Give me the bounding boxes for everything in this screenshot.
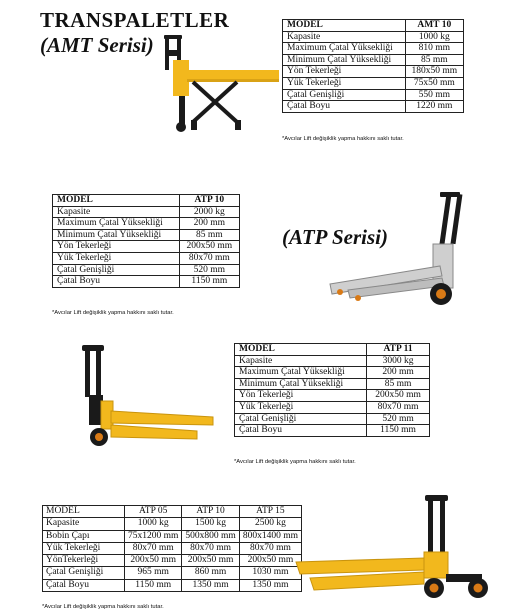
model-name: AMT 10: [405, 20, 463, 32]
row-label: Çatal Genişliği: [43, 567, 125, 579]
table-row: [43, 506, 302, 518]
row-value: 200 mm: [367, 367, 430, 379]
row-value: 200x50 mm: [179, 241, 239, 253]
table-row: [283, 54, 464, 66]
table-row: [53, 218, 240, 230]
table-row: [235, 413, 430, 425]
row-value: 1350 mm: [182, 579, 239, 591]
row-value: 520 mm: [367, 413, 430, 425]
model-header: MODEL: [235, 344, 367, 356]
row-label: Kapasite: [53, 206, 180, 218]
amt10-disclaimer: *Avcılar Lift değişiklik yapma hakkını saklı tutar.: [282, 136, 404, 142]
row-label: Kapasite: [283, 31, 406, 43]
row-label: Maximum Çatal Yüksekliği: [53, 218, 180, 230]
row-value: 1500 kg: [182, 518, 239, 530]
row-label: Çatal Genişliği: [283, 89, 406, 101]
table-row: [283, 77, 464, 89]
atp-multi-spec-table: [42, 505, 302, 592]
atp-yellow-truck-image: [63, 343, 213, 455]
row-value: 3000 kg: [367, 355, 430, 367]
table-row: [283, 43, 464, 55]
model-name: ATP 05: [125, 506, 182, 518]
table-row: [53, 229, 240, 241]
row-label: Yük Tekerleği: [283, 77, 406, 89]
amt-scissor-truck-image: [157, 34, 279, 134]
table-row: [235, 390, 430, 402]
table-row: [283, 66, 464, 78]
row-value: 520 mm: [179, 264, 239, 276]
row-value: 80x70 mm: [239, 542, 301, 554]
table-row: [283, 101, 464, 113]
row-value: 85 mm: [367, 378, 430, 390]
row-value: 810 mm: [405, 43, 463, 55]
atp10-disclaimer: *Avcılar Lift değişiklik yapma hakkını saklı tutar.: [52, 310, 174, 316]
row-label: Maximum Çatal Yüksekliği: [235, 367, 367, 379]
row-value: 80x70 mm: [125, 542, 182, 554]
row-value: 200x50 mm: [125, 555, 182, 567]
table-row: [53, 206, 240, 218]
table-row: [43, 530, 302, 542]
row-value: 180x50 mm: [405, 66, 463, 78]
model-name: ATP 15: [239, 506, 301, 518]
table-row: [235, 367, 430, 379]
row-label: Çatal Genişliği: [53, 264, 180, 276]
table-row: [283, 20, 464, 32]
row-label: Yük Tekerleği: [235, 401, 367, 413]
row-value: 80x70 mm: [182, 542, 239, 554]
model-header: MODEL: [53, 195, 180, 207]
model-name: ATP 10: [179, 195, 239, 207]
atp10-spec-table: [52, 194, 240, 288]
atp11-disclaimer: *Avcılar Lift değişiklik yapma hakkını saklı tutar.: [234, 459, 356, 465]
row-value: 200x50 mm: [239, 555, 301, 567]
row-value: 800x1400 mm: [239, 530, 301, 542]
atp-coil-truck-image: [296, 492, 506, 608]
row-label: Yön Tekerleği: [283, 66, 406, 78]
model-header: MODEL: [43, 506, 125, 518]
row-label: Çatal Boyu: [53, 276, 180, 288]
row-value: 1000 kg: [405, 31, 463, 43]
table-row: [43, 579, 302, 591]
table-row: [235, 344, 430, 356]
row-label: Yön Tekerleği: [235, 390, 367, 402]
row-value: 1150 mm: [125, 579, 182, 591]
row-value: 1220 mm: [405, 101, 463, 113]
row-value: 200x50 mm: [367, 390, 430, 402]
row-value: 85 mm: [405, 54, 463, 66]
row-value: 860 mm: [182, 567, 239, 579]
row-label: Minimum Çatal Yüksekliği: [53, 229, 180, 241]
row-value: 500x800 mm: [182, 530, 239, 542]
row-value: 2500 kg: [239, 518, 301, 530]
atp11-spec-table: [234, 343, 430, 437]
table-row: [235, 378, 430, 390]
table-row: [53, 276, 240, 288]
row-label: Bobin Çapı: [43, 530, 125, 542]
row-value: 85 mm: [179, 229, 239, 241]
row-label: Çatal Genişliği: [235, 413, 367, 425]
row-value: 1150 mm: [367, 425, 430, 437]
row-label: Çatal Boyu: [235, 425, 367, 437]
model-name: ATP 10: [182, 506, 239, 518]
multi-disclaimer: *Avcılar Lift değişiklik yapma hakkını saklı tutar.: [42, 604, 164, 610]
row-value: 80x70 mm: [179, 252, 239, 264]
row-label: Maximum Çatal Yüksekliği: [283, 43, 406, 55]
model-name: ATP 11: [367, 344, 430, 356]
row-label: Yön Tekerleği: [53, 241, 180, 253]
row-label: Yük Tekerleği: [43, 542, 125, 554]
row-value: 1350 mm: [239, 579, 301, 591]
row-value: 200 mm: [179, 218, 239, 230]
row-label: Çatal Boyu: [283, 101, 406, 113]
row-label: Kapasite: [43, 518, 125, 530]
table-row: [43, 567, 302, 579]
atp-series-label: (ATP Serisi): [282, 225, 388, 249]
row-value: 550 mm: [405, 89, 463, 101]
row-label: Yük Tekerleği: [53, 252, 180, 264]
row-value: 200x50 mm: [182, 555, 239, 567]
table-row: [53, 264, 240, 276]
model-header: MODEL: [283, 20, 406, 32]
table-row: [53, 241, 240, 253]
table-row: [235, 401, 430, 413]
table-row: [283, 89, 464, 101]
row-value: 2000 kg: [179, 206, 239, 218]
table-row: [283, 31, 464, 43]
row-value: 1030 mm: [239, 567, 301, 579]
amt10-spec-table: [282, 19, 464, 113]
row-label: Minimum Çatal Yüksekliği: [235, 378, 367, 390]
table-row: [53, 252, 240, 264]
row-value: 1000 kg: [125, 518, 182, 530]
atp-silver-truck-image: [330, 192, 465, 312]
page-title: TRANSPALETLER: [40, 8, 230, 32]
row-value: 75x1200 mm: [125, 530, 182, 542]
table-row: [53, 195, 240, 207]
table-row: [235, 425, 430, 437]
row-value: 75x50 mm: [405, 77, 463, 89]
row-value: 965 mm: [125, 567, 182, 579]
row-value: 80x70 mm: [367, 401, 430, 413]
table-row: [235, 355, 430, 367]
table-row: [43, 555, 302, 567]
row-label: Çatal Boyu: [43, 579, 125, 591]
row-label: YönTekerleği: [43, 555, 125, 567]
row-label: Kapasite: [235, 355, 367, 367]
table-row: [43, 518, 302, 530]
row-label: Minimum Çatal Yüksekliği: [283, 54, 406, 66]
row-value: 1150 mm: [179, 276, 239, 288]
amt-series-label: (AMT Serisi): [40, 33, 154, 57]
table-row: [43, 542, 302, 554]
